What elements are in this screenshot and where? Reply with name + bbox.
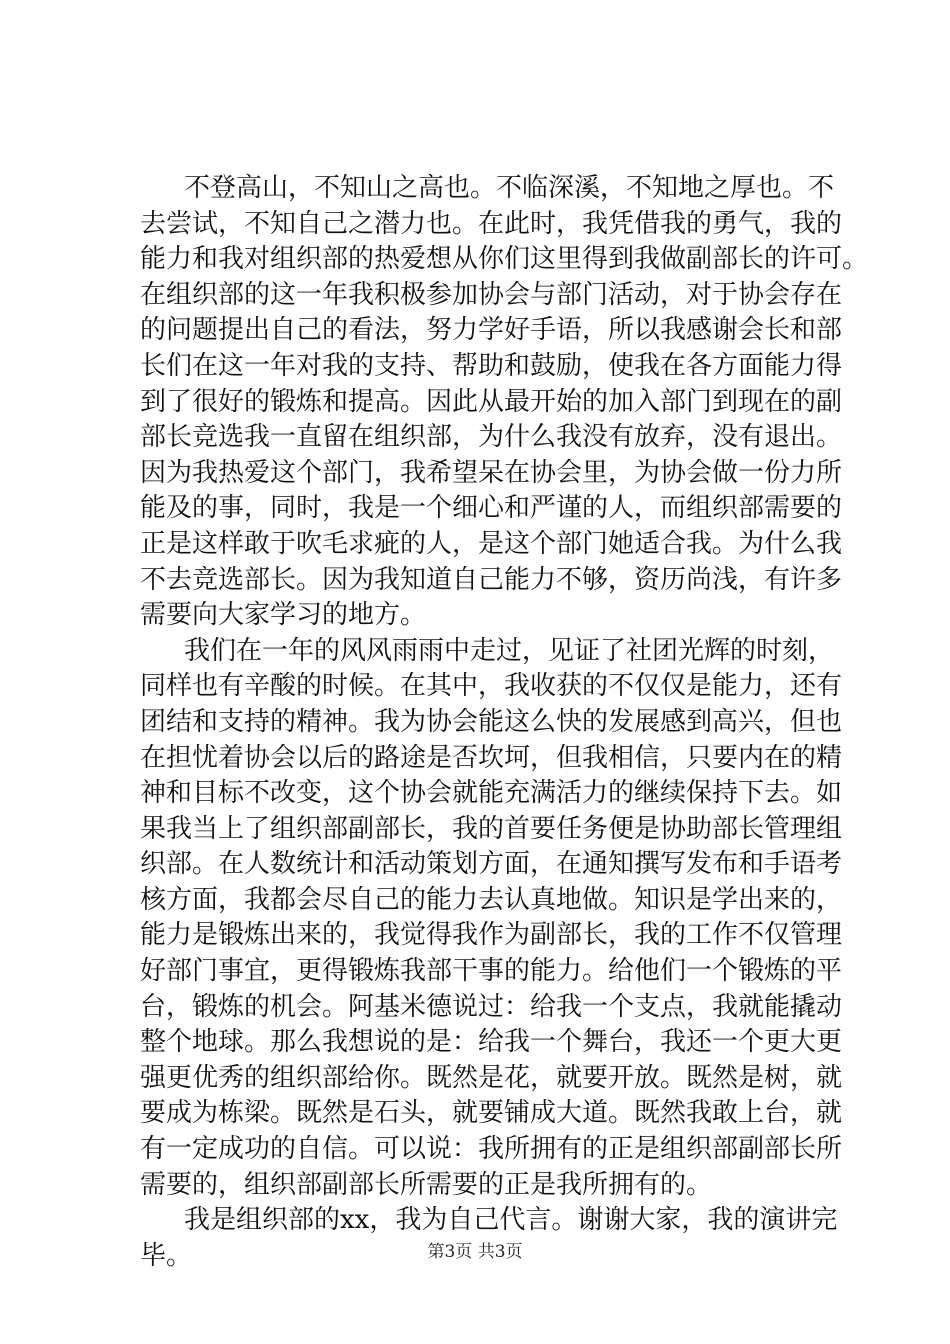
text-line: 同样也有辛酸的时候。在其中，我收获的不仅仅是能力，还有 — [140, 671, 843, 702]
text-line: 团结和支持的精神。我为协会能这么快的发展感到高兴，但也 — [140, 706, 843, 737]
document-body — [140, 171, 869, 1274]
text-line: 强更优秀的组织部给你。既然是花，就要开放。既然是树，就 — [140, 1062, 843, 1093]
text-line: 正是这样敢于吹毛求疵的人，是这个部门她适合我。为什么我 — [140, 528, 843, 559]
text-line: 能力是锻炼出来的，我觉得我作为副部长，我的工作不仅管理 — [140, 920, 843, 951]
text-line: 要成为栋梁。既然是石头，就要铺成大道。既然我敢上台，就 — [140, 1098, 843, 1129]
text-line: 核方面，我都会尽自己的能力去认真地做。知识是学出来的， — [140, 884, 843, 915]
page-number-footer: 第3页 共3页 — [427, 1242, 523, 1262]
text-line: 到了很好的锻炼和提高。因此从最开始的加入部门到现在的副 — [140, 386, 843, 417]
text-line: 长们在这一年对我的支持、帮助和鼓励，使我在各方面能力得 — [140, 350, 843, 381]
paragraph-2 — [140, 634, 843, 1204]
text-line: 我是组织部的xx，我为自己代言。谢谢大家，我的演讲完 — [184, 1205, 838, 1236]
text-line: 因为我热爱这个部门，我希望呆在协会里，为协会做一份力所 — [140, 457, 843, 488]
text-line: 在组织部的这一年我积极参加协会与部门活动，对于协会存在 — [140, 279, 843, 310]
text-line: 台，锻炼的机会。阿基米德说过：给我一个支点，我就能撬动 — [140, 991, 843, 1022]
text-line: 我们在一年的风风雨雨中走过，见证了社团光辉的时刻， — [184, 635, 835, 666]
text-line: 织部。在人数统计和活动策划方面，在通知撰写发布和手语考 — [140, 849, 843, 880]
text-line: 去尝试，不知自己之潜力也。在此时，我凭借我的勇气，我的 — [140, 208, 843, 239]
text-line: 果我当上了组织部副部长，我的首要任务便是协助部长管理组 — [140, 813, 843, 844]
text-line: 在担忧着协会以后的路途是否坎坷，但我相信，只要内在的精 — [140, 742, 843, 773]
text-line: 毕。 — [140, 1240, 193, 1271]
paragraph-1 — [140, 171, 869, 634]
text-line: 部长竞选我一直留在组织部，为什么我没有放弃，没有退出。 — [140, 422, 843, 453]
text-line: 整个地球。那么我想说的是：给我一个舞台，我还一个更大更 — [140, 1027, 843, 1058]
text-line: 神和目标不改变，这个协会就能充满活力的继续保持下去。如 — [140, 778, 843, 809]
text-line: 需要的，组织部副部长所需要的正是我所拥有的。 — [140, 1169, 713, 1200]
text-line: 好部门事宜，更得锻炼我部干事的能力。给他们一个锻炼的平 — [140, 956, 843, 987]
text-line: 的问题提出自己的看法，努力学好手语，所以我感谢会长和部 — [140, 315, 843, 346]
text-line: 能力和我对组织部的热爱想从你们这里得到我做副部长的许可。 — [140, 244, 869, 275]
text-line: 有一定成功的自信。可以说：我所拥有的正是组织部副部长所 — [140, 1134, 843, 1165]
text-line: 需要向大家学习的地方。 — [140, 600, 427, 631]
text-line: 不去竞选部长。因为我知道自己能力不够，资历尚浅，有许多 — [140, 564, 843, 595]
text-line: 能及的事，同时，我是一个细心和严谨的人，而组织部需要的 — [140, 493, 843, 524]
text-line: 不登高山，不知山之高也。不临深溪，不知地之厚也。不 — [184, 173, 835, 203]
